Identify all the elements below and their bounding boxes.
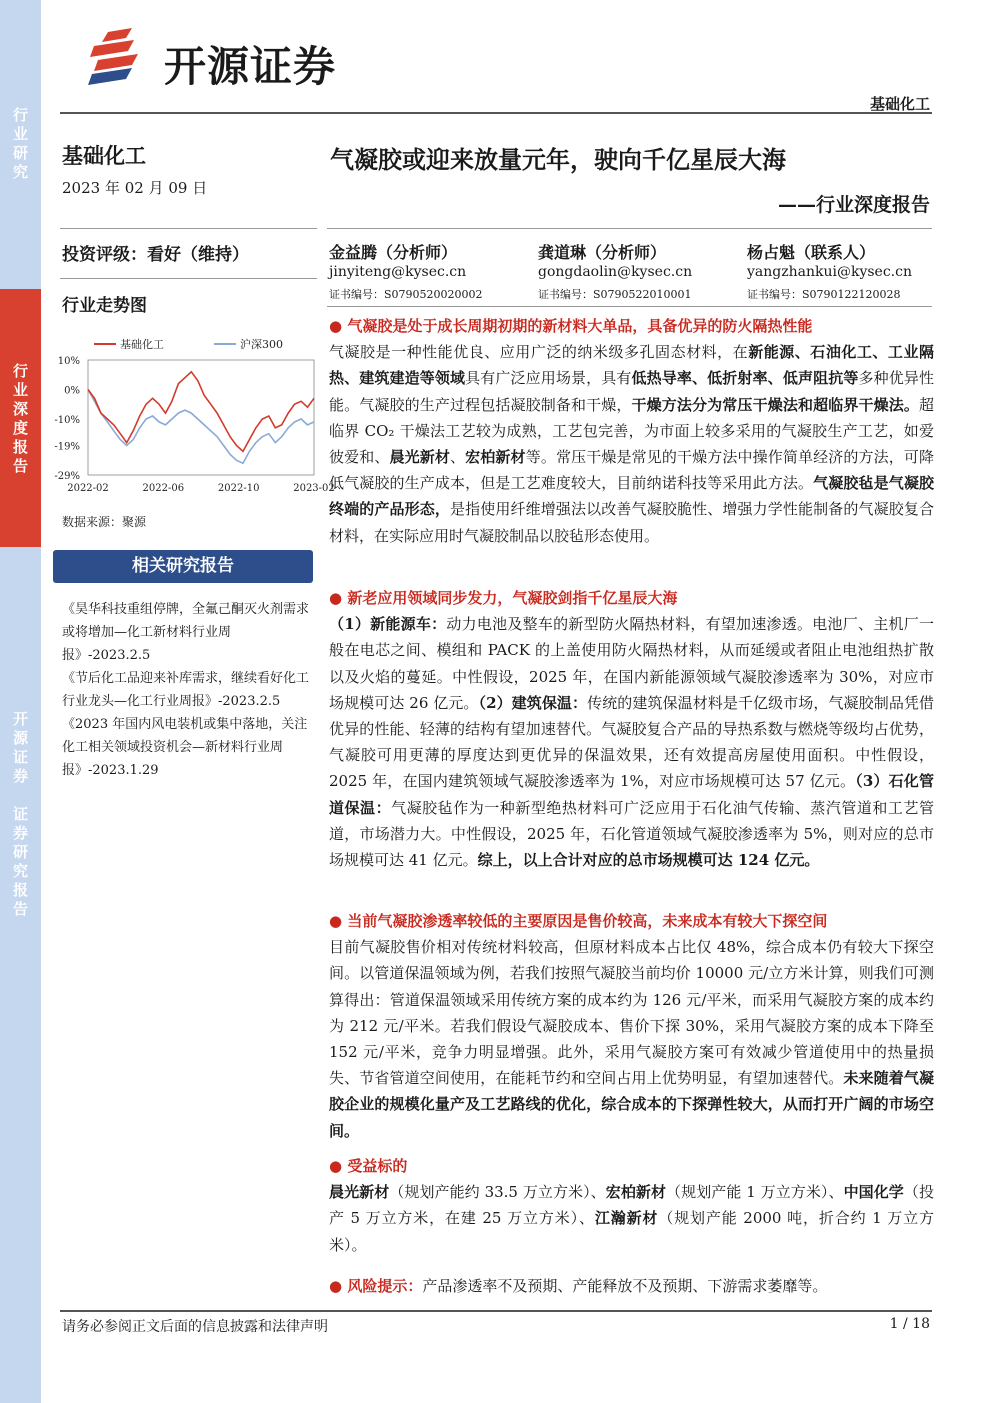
side-label-char: 证 (12, 805, 28, 823)
related-reports-list (62, 598, 312, 782)
side-label-depth-report (0, 362, 41, 476)
y-tick-label: -19% (54, 441, 80, 453)
x-tick-label: 2022-10 (217, 483, 260, 494)
left-divider-2 (60, 278, 317, 279)
analyst-divider (327, 306, 932, 307)
section-body: 产品渗透率不及预期、产能释放不及预期、下游需求萎靡等。 (422, 1277, 828, 1295)
x-tick-label: 2022-06 (142, 483, 185, 494)
section-body: 目前气凝胶售价相对传统材料较高，但原材料成本占比仅 48%，综合成本仍有较大下探空间。以管道保温领域为例，若我们按照气凝胶当前均价 10000 元/立方米计算，则我们可测算得出：管道保温领域采用传统方案的成本约为 126 元/平米，而采用气凝胶方案的成本约为 212 元/平米。若我们假设气凝胶成本、售价下探 30%，采用气凝胶方案的成本下降至 152 元/平米，竞争力明显增强。此外，采用气凝胶方案可有效减少管道使用中的热量损失、节省管道空间使用，在能耗节约和空间占用上优势明显，有望加速替代。未来随着气凝胶企业的规模化量产及工艺路线的优化，综合成本的下探弹性较大，从而打开广阔的市场空间。 (329, 938, 934, 1140)
page-number: 1 / 18 (889, 1316, 930, 1332)
section-body: 气凝胶是一种性能优良、应用广泛的纳米级多孔固态材料，在新能源、石油化工、工业隔热、建筑建造等领域具有广泛应用场景，具有低热导率、低折射率、低声阻抗等多种优异性能。气凝胶的生产过程包括凝胶制备和干燥，干燥方法分为常压干燥法和超临界干燥法。超临界 CO₂ 干燥法工艺较为成熟，工艺包完善，为市面上较多采用的气凝胶生产工艺，如爱彼爱和、晨光新材、宏柏新材等。常压干燥是常见的干燥方法中操作简单经济的方法，可降低气凝胶的生产成本，但是工艺难度较大，目前纳诺科技等采用此方法。气凝胶毡是气凝胶终端的产品形态，是指使用纤维增强法以改善气凝胶脆性、增强力学性能制备的气凝胶复合材料，在实际应用时气凝胶制品以胶毡形态使用。 (329, 343, 934, 545)
legend-label: 沪深300 (240, 338, 283, 351)
side-label-char: 究 (12, 163, 28, 181)
side-label-char: 行 (12, 362, 28, 380)
analyst-email[interactable]: gongdaolin@kysec.cn (538, 264, 693, 280)
side-band (0, 0, 41, 1403)
y-tick-label: 10% (57, 356, 80, 367)
side-label-char: 究 (12, 862, 28, 880)
analyst-name: 龚道琳（分析师） (538, 243, 667, 262)
side-label-industry-research (0, 106, 41, 182)
side-label-char: 业 (12, 125, 28, 143)
section-heading: 气凝胶是处于成长周期初期的新材料大单品，具备优异的防火隔热性能 (347, 317, 813, 335)
analyst-cert: 证书编号：S0790122120028 (747, 288, 901, 301)
side-label-char: 告 (12, 900, 28, 918)
section-heading: 受益标的 (347, 1157, 408, 1175)
data-source: 数据来源：聚源 (62, 515, 147, 529)
analyst-cert: 证书编号：S0790520020002 (329, 288, 483, 301)
section-body: （1）新能源车：动力电池及整车的新型防火隔热材料，有望加速渗透。电池厂、主机厂一般在电芯之间、模组和 PACK 的上盖使用防火隔热材料，从而延缓或者阻止电池组热扩散以及火焰的蔓延。中性假设，2025 年，在国内新能源领域气凝胶渗透率为 30%，对应市场规模可达 26 亿元。（2）建筑保温：传统的建筑保温材料是千亿级市场，气凝胶制品凭借优异的性能、轻薄的结构有望加速替代。气凝胶复合产品的导热系数与燃烧等级均占优势，气凝胶可用更薄的厚度达到更优异的保温效果，还有效提高房屋使用面积。中性假设，2025 年，在国内建筑领域气凝胶渗透率为 1%，对应市场规模可达 57 亿元。（3）石化管道保温：气凝胶毡作为一种新型绝热材料可广泛应用于石化油气传输、蒸汽管道和工艺管道，市场潜力大。中性假设，2025 年，石化管道领域气凝胶渗透率为 5%，则对应的总市场规模可达 41 亿元。综上，以上合计对应的总市场规模可达 124 亿元。 (329, 615, 934, 870)
title-divider (327, 228, 932, 229)
x-tick-label: 2023-02 (293, 483, 335, 494)
side-label-char: 研 (12, 843, 28, 861)
sector-title: 基础化工 (62, 143, 146, 168)
section-4: ● 受益标的 晨光新材（规划产能约 33.5 万立方米）、宏柏新材（规划产能 1 万立方米）、中国化学（投产 5 万立方米，在建 25 万立方米）、江瀚新材（规划产能 2000 吨，折合约 1 万立方米）。 (329, 1153, 934, 1258)
section-heading: 当前气凝胶渗透率较低的主要原因是售价较高，未来成本有较大下探空间 (347, 912, 828, 930)
side-label-char: 券 (12, 767, 28, 785)
section-body: 晨光新材（规划产能约 33.5 万立方米）、宏柏新材（规划产能 1 万立方米）、中国化学（投产 5 万立方米，在建 25 万立方米）、江瀚新材（规划产能 2000 吨，折合约 1 万立方米）。 (329, 1183, 934, 1254)
section-heading: 风险提示： (347, 1277, 423, 1295)
related-reports-button[interactable]: 相关研究报告 (53, 550, 313, 583)
side-label-kaiyuan-report (0, 710, 41, 919)
chart-frame (88, 360, 314, 475)
disclaimer-text: 请务必参阅正文后面的信息披露和法律声明 (62, 1319, 328, 1335)
left-divider (60, 228, 317, 229)
side-label-char: 源 (12, 729, 28, 747)
investment-rating: 投资评级：看好（维持） (62, 245, 249, 265)
y-tick-label: -29% (54, 471, 80, 482)
analyst-email[interactable]: jinyiteng@kysec.cn (329, 264, 467, 280)
legend-label: 基础化工 (120, 338, 164, 351)
side-label-char: 告 (12, 457, 28, 475)
side-label-char: 券 (12, 824, 28, 842)
analyst-email[interactable]: yangzhankui@kysec.cn (747, 264, 912, 280)
analyst-3 (747, 240, 912, 302)
side-label-char: 深 (12, 400, 28, 418)
side-label-char: 业 (12, 381, 28, 399)
related-report-item[interactable]: 《节后化工品迎来补库需求，继续看好化工行业龙头—化工行业周报》-2023.2.5 (62, 671, 310, 709)
section-heading: ● (329, 317, 348, 335)
y-tick-label: -10% (54, 414, 80, 426)
section-2: ● 新老应用领域同步发力，气凝胶剑指千亿星辰大海 （1）新能源车：动力电池及整车的新型防火隔热材料，有望加速渗透。电池厂、主机厂一般在电芯之间、模组和 PACK 的上盖使用防火隔热材料，从而延缓或者阻止电池组热扩散以及火焰的蔓延。中性假设，2025 年，在国内新能源领域气凝胶渗透率为 30%，对应市场规模可达 26 亿元。（2）建筑保温：传统的建筑保温材料是千亿级市场，气凝胶制品凭借优异的性能、轻薄的结构有望加速替代。气凝胶复合产品的导热系数与燃烧等级均占优势，气凝胶可用更薄的厚度达到更优异的保温效果，还有效提高房屋使用面积。中性假设，2025 年，在国内建筑领域气凝胶渗透率为 1%，对应市场规模可达 57 亿元。（3）石化管道保温：气凝胶毡作为一种新型绝热材料可广泛应用于石化油气传输、蒸汽管道和工艺管道，市场潜力大。中性假设，2025 年，石化管道领域气凝胶渗透率为 5%，则对应的总市场规模可达 41 亿元。综上，以上合计对应的总市场规模可达 124 亿元。 (329, 585, 934, 873)
section-heading: 新老应用领域同步发力，气凝胶剑指千亿星辰大海 (347, 589, 678, 607)
related-report-item[interactable]: 《昊华科技重组停牌，全氟己酮灭火剂需求或将增加—化工新材料行业周报》-2023.2.5 (62, 602, 310, 663)
analyst-1 (329, 240, 483, 302)
side-label-char: 行 (12, 106, 28, 124)
side-label-char: 度 (12, 419, 28, 437)
side-label-char: 报 (12, 881, 28, 899)
header-divider (60, 112, 932, 114)
trend-chart-title: 行业走势图 (62, 296, 147, 316)
y-tick-label: 0% (64, 385, 80, 397)
side-label-char: 证 (12, 748, 28, 766)
side-label-char: 研 (12, 144, 28, 162)
industry-trend-chart (52, 330, 335, 505)
report-title: 气凝胶或迎来放量元年，驶向千亿星辰大海 (330, 145, 786, 174)
side-label-char: 报 (12, 438, 28, 456)
report-subtitle: ——行业深度报告 (777, 194, 930, 216)
footer-divider (60, 1310, 932, 1312)
side-label-char (0, 786, 41, 805)
side-label-char: 开 (12, 710, 28, 728)
analyst-cert: 证书编号：S0790522010001 (538, 288, 692, 301)
related-report-item[interactable]: 《2023 年国内风电装机或集中落地，关注化工相关领域投资机会—新材料行业周报》-2023.1.29 (62, 717, 308, 778)
section-1 (329, 313, 934, 549)
analyst-2 (538, 240, 692, 302)
kaiyuan-logo-icon (88, 26, 150, 88)
analyst-name: 杨占魁（联系人） (747, 243, 876, 262)
sector-tag: 基础化工 (869, 95, 930, 113)
brand-name: 开源证券 (164, 42, 337, 91)
report-date: 2023 年 02 月 09 日 (62, 179, 208, 197)
x-tick-label: 2022-02 (67, 483, 109, 494)
section-3: ● 当前气凝胶渗透率较低的主要原因是售价较高，未来成本有较大下探空间 目前气凝胶售价相对传统材料较高，但原材料成本占比仅 48%，综合成本仍有较大下探空间。以管道保温领域为例，若我们按照气凝胶当前均价 10000 元/立方米计算，则我们可测算得出：管道保温领域采用传统方案的成本约为 126 元/平米，而采用气凝胶方案的成本约为 212 元/平米。若我们假设气凝胶成本、售价下探 30%，采用气凝胶方案的成本下降至 152 元/平米，竞争力明显增强。此外，采用气凝胶方案可有效减少管道使用中的热量损失、节省管道空间使用，在能耗节约和空间占用上优势明显，有望加速替代。未来随着气凝胶企业的规模化量产及工艺路线的优化，综合成本的下探弹性较大，从而打开广阔的市场空间。 (329, 908, 934, 1144)
series-line-basic-chem (88, 372, 314, 452)
section-5: ● 风险提示：产品渗透率不及预期、产能释放不及预期、下游需求萎靡等。 (329, 1277, 828, 1295)
analyst-name: 金益腾（分析师） (329, 243, 458, 262)
